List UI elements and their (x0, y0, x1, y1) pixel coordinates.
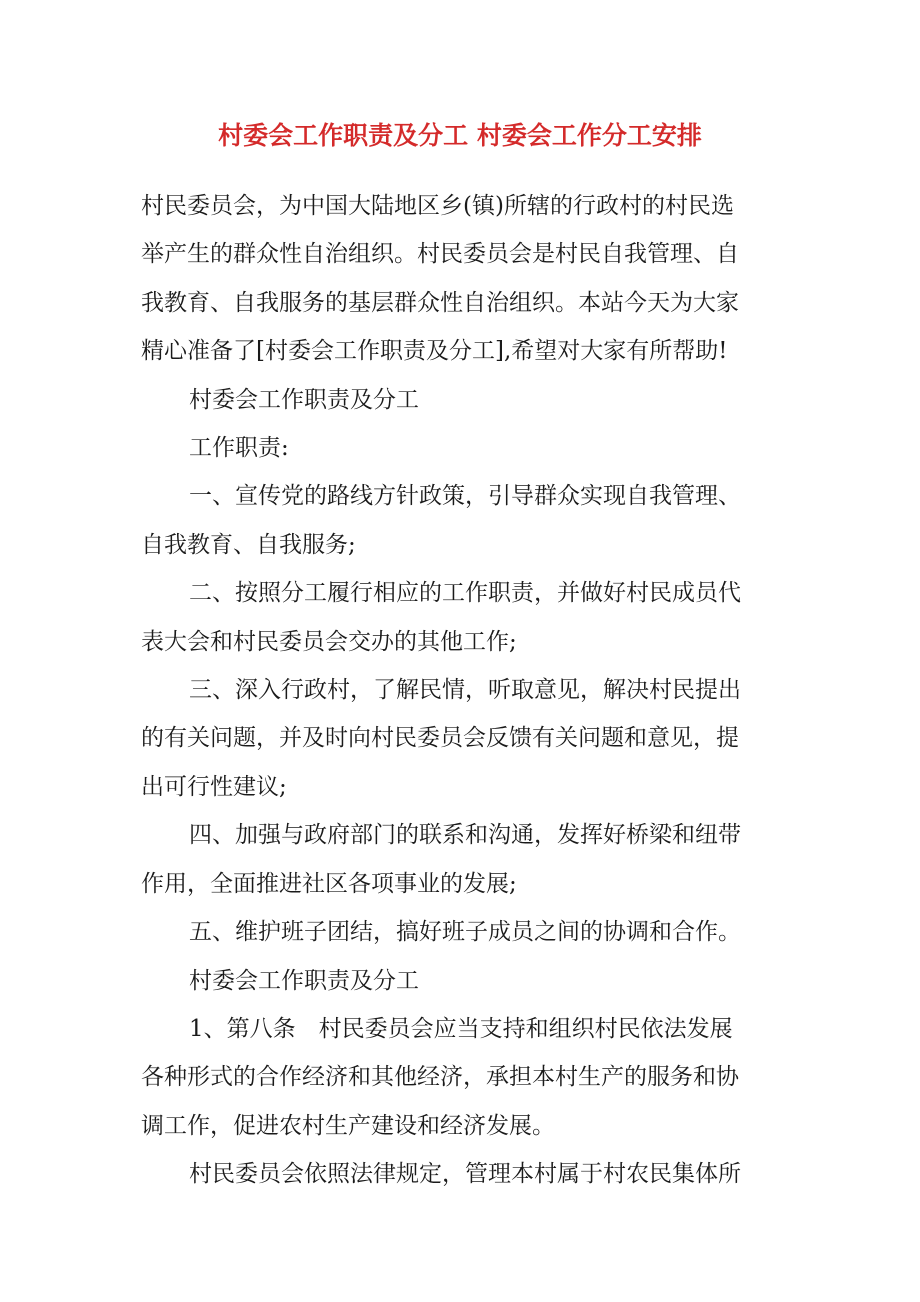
section-heading: 村委会工作职责及分工 (189, 967, 419, 994)
text-line: 精心准备了[村委会工作职责及分工],希望对大家有所帮助! (141, 338, 728, 365)
text-line: 1、第八条 村民委员会应当支持和组织村民依法发展 (189, 1015, 733, 1042)
text-line: 我教育、自我服务的基层群众性自治组织。本站今天为大家 (141, 289, 739, 316)
text-line: 举产生的群众性自治组织。村民委员会是村民自我管理、自 (141, 241, 739, 268)
section-heading: 村委会工作职责及分工 (189, 386, 419, 413)
text-line: 出可行性建议; (141, 773, 287, 800)
document-title: 村委会工作职责及分工 村委会工作分工安排 (218, 121, 702, 150)
text-line: 的有关问题，并及时向村民委员会反馈有关问题和意见，提 (141, 725, 739, 752)
text-line: 一、宣传党的路线方针政策，引导群众实现自我管理、 (189, 483, 741, 510)
text-line: 村民委员会依照法律规定，管理本村属于村农民集体所 (189, 1161, 741, 1188)
subsection-heading: 工作职责: (189, 435, 289, 462)
text-line: 四、加强与政府部门的联系和沟通，发挥好桥梁和纽带 (189, 822, 741, 849)
text-line: 五、维护班子团结，搞好班子成员之间的协调和合作。 (189, 919, 741, 946)
text-line: 各种形式的合作经济和其他经济，承担本村生产的服务和协 (141, 1064, 739, 1091)
text-line: 作用，全面推进社区各项事业的发展; (141, 870, 517, 897)
text-line: 二、按照分工履行相应的工作职责，并做好村民成员代 (189, 580, 741, 607)
text-line: 调工作，促进农村生产建设和经济发展。 (141, 1112, 555, 1139)
text-line: 自我教育、自我服务; (141, 531, 356, 558)
text-line: 三、深入行政村，了解民情，听取意见，解决村民提出 (189, 677, 741, 704)
document-body (141, 182, 797, 1199)
text-line: 村民委员会，为中国大陆地区乡(镇)所辖的行政村的村民选 (141, 193, 734, 219)
text-line: 表大会和村民委员会交办的其他工作; (141, 628, 517, 655)
